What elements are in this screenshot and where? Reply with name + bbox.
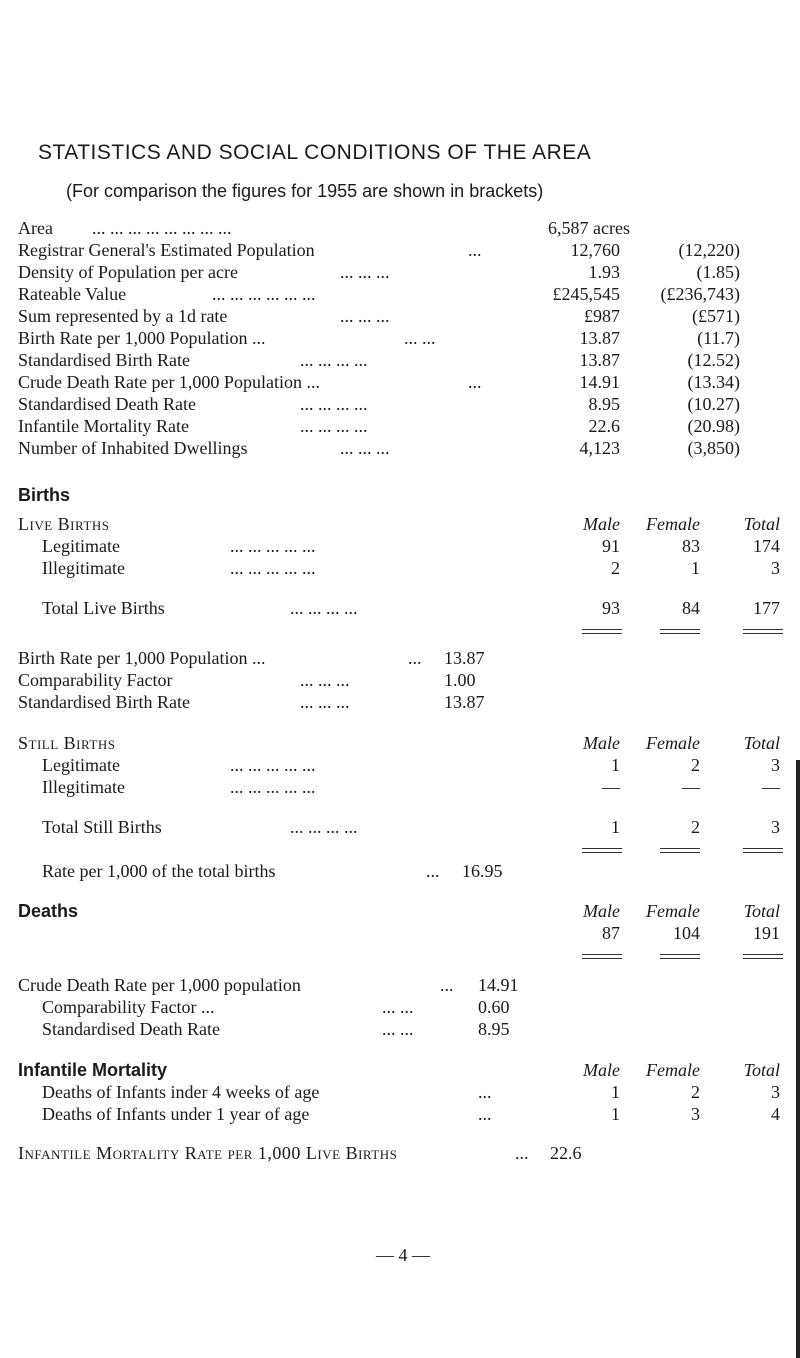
- leader-dots: ...: [426, 861, 440, 881]
- summary-label: Density of Population per acre: [18, 262, 238, 282]
- summary-value: 8.95: [588, 394, 620, 414]
- row-label: Legitimate: [42, 536, 120, 556]
- total-female: 2: [691, 817, 700, 837]
- leader-dots: ... ... ...: [300, 692, 350, 712]
- total-female: 84: [682, 598, 700, 618]
- leader-dots: ... ... ... ... ...: [230, 777, 316, 797]
- cell-male: 1: [611, 1104, 620, 1124]
- deaths-male: 87: [602, 923, 620, 943]
- cell-female: 1: [691, 558, 700, 578]
- col-male: Male: [583, 514, 620, 534]
- cell-total: —: [762, 777, 780, 797]
- summary-value: 22.6: [588, 416, 620, 436]
- summary-prev: (£571): [692, 306, 740, 326]
- row-label: Illegitimate: [42, 558, 125, 578]
- leader-dots: ... ... ... ...: [290, 817, 358, 837]
- deaths-heading: Deaths: [18, 901, 79, 921]
- rate-value: 16.95: [462, 861, 503, 881]
- leader-dots: ... ... ... ...: [290, 598, 358, 618]
- double-rule: [743, 629, 783, 634]
- summary-label: Birth Rate per 1,000 Population ...: [18, 328, 266, 348]
- rate-value: 1.00: [444, 670, 476, 690]
- row-label: Legitimate: [42, 755, 120, 775]
- col-male: Male: [583, 1060, 620, 1080]
- col-total: Total: [743, 1060, 780, 1080]
- double-rule: [582, 954, 622, 959]
- page-subtitle: (For comparison the figures for 1955 are shown in brackets): [66, 181, 544, 201]
- leader-dots: ...: [440, 975, 454, 995]
- cell-total: 4: [771, 1104, 780, 1124]
- cell-female: —: [682, 777, 700, 797]
- leader-dots: ... ... ...: [340, 262, 390, 282]
- summary-prev: (£236,743): [660, 284, 740, 304]
- scan-edge: [796, 760, 800, 1358]
- col-total: Total: [743, 733, 780, 753]
- summary-value: 13.87: [579, 328, 620, 348]
- leader-dots: ... ... ...: [300, 670, 350, 690]
- leader-dots: ... ... ... ...: [300, 416, 368, 436]
- rate-label: Comparability Factor: [18, 670, 173, 690]
- summary-label: Number of Inhabited Dwellings: [18, 438, 248, 458]
- col-total: Total: [743, 901, 780, 921]
- total-total: 177: [753, 598, 780, 618]
- double-rule: [660, 954, 700, 959]
- double-rule: [660, 848, 700, 853]
- summary-prev: (1.85): [696, 262, 740, 282]
- summary-value: 1.93: [588, 262, 620, 282]
- leader-dots: ... ... ... ... ...: [230, 755, 316, 775]
- summary-prev: (3,850): [687, 438, 740, 458]
- leader-dots: ... ... ... ... ... ...: [212, 284, 316, 304]
- leader-dots: ... ... ...: [340, 438, 390, 458]
- infantile-rate-label: Infantile Mortality Rate per 1,000 Live Births: [18, 1143, 398, 1163]
- leader-dots: ... ... ... ...: [300, 394, 368, 414]
- summary-value: £245,545: [552, 284, 620, 304]
- rate-label: Comparability Factor ...: [42, 997, 215, 1017]
- summary-prev: (11.7): [697, 328, 740, 348]
- cell-female: 2: [691, 755, 700, 775]
- summary-label: Standardised Birth Rate: [18, 350, 190, 370]
- cell-male: 1: [611, 755, 620, 775]
- leader-dots: ...: [478, 1082, 492, 1102]
- rate-value: 13.87: [444, 692, 485, 712]
- summary-value: £987: [584, 306, 620, 326]
- leader-dots: ...: [408, 648, 422, 668]
- double-rule: [743, 954, 783, 959]
- infantile-heading: Infantile Mortality: [18, 1060, 168, 1080]
- leader-dots: ... ... ... ... ...: [230, 558, 316, 578]
- cell-total: 3: [771, 558, 780, 578]
- double-rule: [660, 629, 700, 634]
- cell-total: 3: [771, 755, 780, 775]
- rate-label: Standardised Birth Rate: [18, 692, 190, 712]
- total-male: 1: [611, 817, 620, 837]
- cell-male: —: [602, 777, 620, 797]
- rate-value: 8.95: [478, 1019, 510, 1039]
- double-rule: [743, 848, 783, 853]
- rate-label: Standardised Death Rate: [42, 1019, 220, 1039]
- summary-prev: (12,220): [678, 240, 740, 260]
- rate-value: 13.87: [444, 648, 485, 668]
- cell-male: 2: [611, 558, 620, 578]
- leader-dots: ...: [515, 1143, 529, 1163]
- cell-total: 3: [771, 1082, 780, 1102]
- summary-prev: (13.34): [687, 372, 740, 392]
- leader-dots: ... ...: [382, 997, 414, 1017]
- cell-male: 1: [611, 1082, 620, 1102]
- row-label: Deaths of Infants inder 4 weeks of age: [42, 1082, 320, 1102]
- summary-label: Sum represented by a 1d rate: [18, 306, 228, 326]
- rate-value: 14.91: [478, 975, 519, 995]
- summary-value: 13.87: [579, 350, 620, 370]
- page-number: — 4 —: [376, 1245, 430, 1265]
- total-label: Total Live Births: [42, 598, 165, 618]
- cell-total: 174: [753, 536, 780, 556]
- still-births-heading: Still Births: [18, 733, 116, 753]
- infantile-rate-value: 22.6: [550, 1143, 582, 1163]
- leader-dots: ... ...: [382, 1019, 414, 1039]
- row-label: Deaths of Infants under 1 year of age: [42, 1104, 310, 1124]
- leader-dots: ...: [468, 240, 482, 260]
- leader-dots: ... ... ...: [340, 306, 390, 326]
- summary-prev: (20.98): [687, 416, 740, 436]
- leader-dots: ...: [468, 372, 482, 392]
- leader-dots: ... ... ... ... ... ... ... ...: [92, 218, 232, 238]
- summary-value: 4,123: [579, 438, 620, 458]
- summary-value: 14.91: [579, 372, 620, 392]
- double-rule: [582, 848, 622, 853]
- total-total: 3: [771, 817, 780, 837]
- cell-female: 83: [682, 536, 700, 556]
- page-title: STATISTICS AND SOCIAL CONDITIONS OF THE AREA: [38, 141, 592, 164]
- col-total: Total: [743, 514, 780, 534]
- leader-dots: ... ...: [404, 328, 436, 348]
- summary-prev: (10.27): [687, 394, 740, 414]
- total-male: 93: [602, 598, 620, 618]
- deaths-total: 191: [753, 923, 780, 943]
- summary-value: 12,760: [570, 240, 620, 260]
- rate-label: Rate per 1,000 of the total births: [42, 861, 276, 881]
- cell-female: 3: [691, 1104, 700, 1124]
- summary-label: Rateable Value: [18, 284, 127, 304]
- summary-label: Infantile Mortality Rate: [18, 416, 189, 436]
- rate-label: Birth Rate per 1,000 Population ...: [18, 648, 266, 668]
- summary-prev: (12.52): [687, 350, 740, 370]
- leader-dots: ...: [478, 1104, 492, 1124]
- births-heading: Births: [18, 485, 71, 505]
- rate-value: 0.60: [478, 997, 510, 1017]
- summary-label: Standardised Death Rate: [18, 394, 196, 414]
- live-births-heading: Live Births: [18, 514, 110, 534]
- cell-female: 2: [691, 1082, 700, 1102]
- col-female: Female: [646, 733, 700, 753]
- col-female: Female: [646, 901, 700, 921]
- double-rule: [582, 629, 622, 634]
- deaths-female: 104: [673, 923, 700, 943]
- total-label: Total Still Births: [42, 817, 162, 837]
- leader-dots: ... ... ... ... ...: [230, 536, 316, 556]
- col-male: Male: [583, 901, 620, 921]
- leader-dots: ... ... ... ...: [300, 350, 368, 370]
- col-male: Male: [583, 733, 620, 753]
- row-label: Illegitimate: [42, 777, 125, 797]
- summary-label: Registrar General's Estimated Population: [18, 240, 315, 260]
- rate-label: Crude Death Rate per 1,000 population: [18, 975, 301, 995]
- col-female: Female: [646, 514, 700, 534]
- cell-male: 91: [602, 536, 620, 556]
- col-female: Female: [646, 1060, 700, 1080]
- summary-label: Crude Death Rate per 1,000 Population ...: [18, 372, 320, 392]
- summary-value: 6,587 acres: [548, 218, 630, 238]
- summary-label: Area: [18, 218, 53, 238]
